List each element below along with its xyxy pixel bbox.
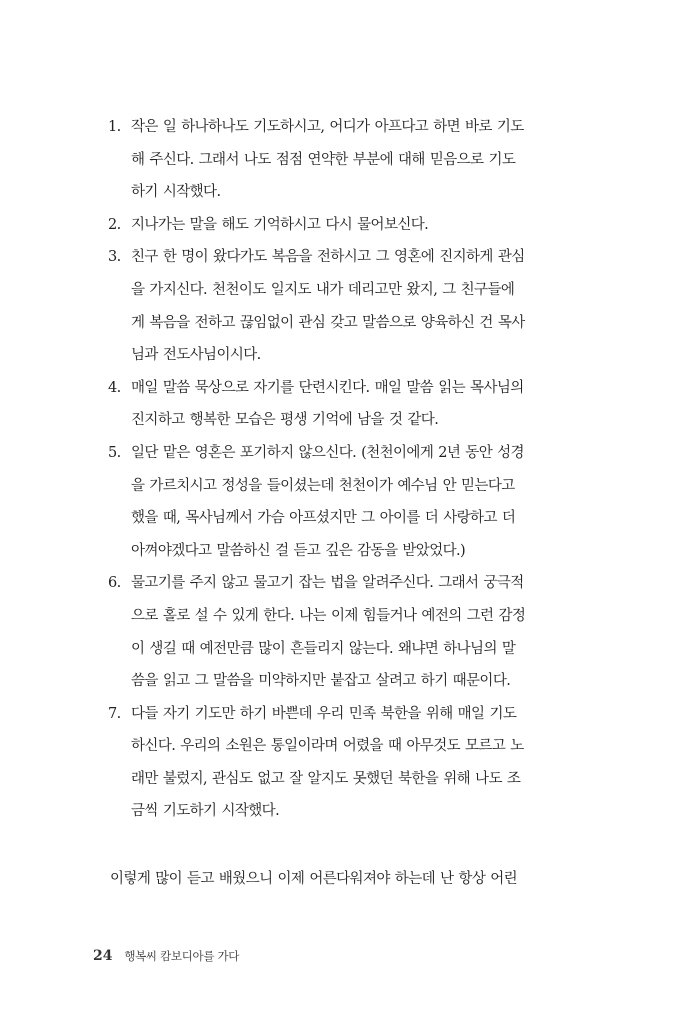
list-item-number: 6. bbox=[108, 575, 121, 592]
list-item-line: 매일 말씀 묵상으로 자기를 단련시킨다. 매일 말씀 읽는 목사님의 bbox=[131, 379, 524, 396]
list-item bbox=[110, 372, 578, 437]
page-footer bbox=[93, 946, 239, 966]
list-item-line: 물고기를 주지 않고 물고기 잡는 법을 알려주신다. 그래서 궁극적 bbox=[131, 575, 524, 592]
list-item-number: 4. bbox=[108, 379, 121, 396]
list-item-line: 하기 시작했다. bbox=[131, 184, 221, 201]
list-item bbox=[110, 111, 578, 209]
list-item bbox=[110, 209, 578, 242]
list-item-line: 을 가지신다. 천천이도 일지도 내가 데리고만 왔지, 그 친구들에 bbox=[131, 281, 515, 298]
list-item-line: 진지하고 행복한 모습은 평생 기억에 남을 것 같다. bbox=[131, 412, 439, 429]
list-item bbox=[110, 698, 578, 828]
list-item-line: 했을 때, 목사님께서 가슴 아프셨지만 그 아이를 더 사랑하고 더 bbox=[131, 510, 516, 527]
list-item-line: 이 생길 때 예전만큼 많이 흔들리지 않는다. 왜냐면 하나님의 말 bbox=[131, 640, 516, 657]
numbered-list bbox=[110, 111, 578, 828]
list-item-line: 아껴야겠다고 말씀하신 걸 듣고 깊은 감동을 받았었다.) bbox=[131, 542, 466, 559]
list-item-line: 친구 한 명이 왔다가도 복음을 전하시고 그 영혼에 진지하게 관심 bbox=[131, 249, 525, 266]
list-item-line: 일단 맡은 영혼은 포기하지 않으신다. (천천이에게 2년 동안 성경 bbox=[131, 444, 524, 461]
list-item-line: 금씩 기도하기 시작했다. bbox=[131, 803, 280, 820]
list-item-line: 해 주신다. 그래서 나도 점점 연약한 부분에 대해 믿음으로 기도 bbox=[131, 151, 516, 168]
page-number: 24 bbox=[93, 948, 113, 964]
list-item-number: 7. bbox=[108, 705, 121, 722]
list-item bbox=[110, 437, 578, 567]
list-item-number: 5. bbox=[108, 444, 121, 461]
list-item-line: 씀을 읽고 그 말씀을 미약하지만 붙잡고 살려고 하기 때문이다. bbox=[131, 673, 511, 690]
list-item-line: 지나가는 말을 해도 기억하시고 다시 물어보신다. bbox=[131, 216, 429, 233]
closing-paragraph: 이렇게 많이 듣고 배웠으니 이제 어른다워져야 하는데 난 항상 어린 bbox=[110, 871, 518, 887]
list-item-line: 게 복음을 전하고 끊임없이 관심 갖고 말씀으로 양육하신 건 목사 bbox=[131, 314, 525, 331]
list-item-line: 하신다. 우리의 소원은 통일이라며 어렸을 때 아무것도 모르고 노 bbox=[131, 738, 524, 755]
list-item-line: 으로 홀로 설 수 있게 한다. 나는 이제 힘들거나 예전의 그런 감정 bbox=[131, 607, 526, 624]
list-item bbox=[110, 241, 578, 371]
book-title: 행복씨 캄보디아를 가다 bbox=[124, 949, 240, 963]
list-item-line: 다들 자기 기도만 하기 바쁜데 우리 민족 북한을 위해 매일 기도 bbox=[131, 705, 517, 722]
list-item-line: 래만 불렀지, 관심도 없고 잘 알지도 못했던 북한을 위해 나도 조 bbox=[131, 770, 521, 787]
list-item-number: 1. bbox=[108, 119, 121, 135]
list-item bbox=[110, 567, 578, 697]
list-item-number: 3. bbox=[108, 249, 121, 266]
list-item-line: 님과 전도사님이시다. bbox=[131, 347, 261, 364]
list-item-line: 을 가르치시고 정성을 들이셨는데 천천이가 예수님 안 믿는다고 bbox=[131, 477, 515, 494]
list-item-number: 2. bbox=[108, 216, 121, 233]
list-item-line: 작은 일 하나하나도 기도하시고, 어디가 아프다고 하면 바로 기도 bbox=[131, 119, 524, 135]
